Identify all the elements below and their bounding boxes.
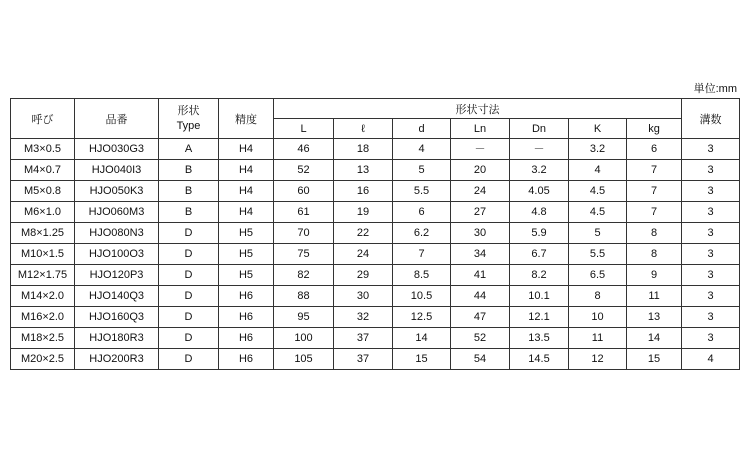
table-row [11, 349, 740, 370]
table-row [11, 160, 740, 181]
table-cell: 5 [393, 160, 451, 181]
header-row [11, 99, 740, 119]
table-cell: 82 [274, 265, 334, 286]
table-cell: 3 [682, 265, 740, 286]
table-cell: 9 [627, 265, 682, 286]
header-dim-K: K [569, 119, 627, 139]
table-cell: 37 [334, 328, 393, 349]
table-cell: 14 [627, 328, 682, 349]
table-cell: H5 [219, 223, 274, 244]
table-cell: 27 [451, 202, 510, 223]
header-dimensions: 形状寸法 [274, 99, 682, 119]
table-cell: 3.2 [510, 160, 569, 181]
table-cell: 15 [393, 349, 451, 370]
table-cell: H6 [219, 307, 274, 328]
header-dim-d: d [393, 119, 451, 139]
header-seido: 精度 [219, 99, 274, 139]
table-cell: 70 [274, 223, 334, 244]
table-cell: M18×2.5 [11, 328, 75, 349]
table-cell: 105 [274, 349, 334, 370]
table-cell: D [159, 244, 219, 265]
table-cell: 14.5 [510, 349, 569, 370]
table-cell: B [159, 160, 219, 181]
table-cell: HJO060M3 [75, 202, 159, 223]
table-cell: 7 [393, 244, 451, 265]
table-cell: 16 [334, 181, 393, 202]
table-cell: M8×1.25 [11, 223, 75, 244]
table-cell: － [451, 139, 510, 160]
table-cell: 12.5 [393, 307, 451, 328]
table-cell: 12.1 [510, 307, 569, 328]
table-cell: 4 [682, 349, 740, 370]
unit-label: 単位:mm [693, 83, 737, 95]
table-cell: H6 [219, 349, 274, 370]
table-cell: 34 [451, 244, 510, 265]
table-cell: 12 [569, 349, 627, 370]
table-cell: M4×0.7 [11, 160, 75, 181]
table-cell: 11 [569, 328, 627, 349]
table-cell: A [159, 139, 219, 160]
table-cell: 100 [274, 328, 334, 349]
table-cell: 7 [627, 181, 682, 202]
table-cell: H6 [219, 286, 274, 307]
header-shape [159, 99, 219, 139]
table-cell: H4 [219, 181, 274, 202]
table-cell: 7 [627, 202, 682, 223]
table-cell: 30 [451, 223, 510, 244]
table-row [11, 223, 740, 244]
table-cell: HJO050K3 [75, 181, 159, 202]
table-row [11, 139, 740, 160]
spec-table [10, 98, 740, 370]
table-cell: 24 [451, 181, 510, 202]
table-cell: M14×2.0 [11, 286, 75, 307]
table-cell: H5 [219, 244, 274, 265]
table-cell: D [159, 307, 219, 328]
table-cell: 6.5 [569, 265, 627, 286]
table-cell: 3 [682, 139, 740, 160]
table-cell: B [159, 181, 219, 202]
table-cell: H6 [219, 328, 274, 349]
table-cell: HJO120P3 [75, 265, 159, 286]
table-cell: 22 [334, 223, 393, 244]
table-cell: － [510, 139, 569, 160]
header-yobi: 呼び [11, 99, 75, 139]
table-cell: 24 [334, 244, 393, 265]
table-cell: 3.2 [569, 139, 627, 160]
table-cell: 4.5 [569, 202, 627, 223]
table-cell: 41 [451, 265, 510, 286]
table-cell: 5.5 [393, 181, 451, 202]
table-cell: 6 [393, 202, 451, 223]
table-cell: D [159, 286, 219, 307]
header-dim-l: ℓ [334, 119, 393, 139]
table-cell: 10 [569, 307, 627, 328]
table-cell: 3 [682, 244, 740, 265]
table-row [11, 307, 740, 328]
table-cell: 61 [274, 202, 334, 223]
table-cell: 20 [451, 160, 510, 181]
table-cell: HJO160Q3 [75, 307, 159, 328]
table-cell: 52 [451, 328, 510, 349]
table-row [11, 286, 740, 307]
table-cell: 29 [334, 265, 393, 286]
table-cell: M16×2.0 [11, 307, 75, 328]
table-cell: M5×0.8 [11, 181, 75, 202]
table-cell: 11 [627, 286, 682, 307]
table-cell: D [159, 223, 219, 244]
table-cell: D [159, 265, 219, 286]
table-cell: 5 [569, 223, 627, 244]
header-hinban: 品番 [75, 99, 159, 139]
table-cell: 19 [334, 202, 393, 223]
table-cell: 8 [627, 223, 682, 244]
table-cell: 6.7 [510, 244, 569, 265]
table-cell: 88 [274, 286, 334, 307]
table-cell: 4.8 [510, 202, 569, 223]
table-row [11, 202, 740, 223]
table-cell: 54 [451, 349, 510, 370]
table-cell: 4 [569, 160, 627, 181]
table-cell: M12×1.75 [11, 265, 75, 286]
table-cell: M10×1.5 [11, 244, 75, 265]
table-cell: H4 [219, 202, 274, 223]
table-row [11, 244, 740, 265]
table-cell: D [159, 349, 219, 370]
table-cell: 5.9 [510, 223, 569, 244]
table-cell: HJO030G3 [75, 139, 159, 160]
table-cell: HJO100O3 [75, 244, 159, 265]
table-cell: 15 [627, 349, 682, 370]
table-cell: HJO040I3 [75, 160, 159, 181]
table-cell: 47 [451, 307, 510, 328]
header-shape-jp: 形状 [177, 104, 200, 117]
table-cell: 13.5 [510, 328, 569, 349]
table-cell: 3 [682, 223, 740, 244]
table-row [11, 328, 740, 349]
table-cell: 14 [393, 328, 451, 349]
table-cell: 3 [682, 160, 740, 181]
header-dim-kg: kg [627, 119, 682, 139]
table-cell: 60 [274, 181, 334, 202]
table-cell: H4 [219, 160, 274, 181]
table-cell: H4 [219, 139, 274, 160]
table-cell: 4.5 [569, 181, 627, 202]
table-cell: 8 [627, 244, 682, 265]
table-cell: 95 [274, 307, 334, 328]
table-cell: 44 [451, 286, 510, 307]
table-cell: 13 [627, 307, 682, 328]
table-cell: 6.2 [393, 223, 451, 244]
table-cell: 7 [627, 160, 682, 181]
table-cell: 5.5 [569, 244, 627, 265]
table-cell: 4.05 [510, 181, 569, 202]
table-cell: 8.2 [510, 265, 569, 286]
table-cell: M20×2.5 [11, 349, 75, 370]
table-cell: 3 [682, 328, 740, 349]
table-cell: B [159, 202, 219, 223]
table-row [11, 265, 740, 286]
header-mizo: 溝数 [682, 99, 740, 139]
table-cell: 3 [682, 307, 740, 328]
table-cell: HJO140Q3 [75, 286, 159, 307]
table-row [11, 181, 740, 202]
table-cell: 3 [682, 202, 740, 223]
table-cell: 37 [334, 349, 393, 370]
table-body [11, 139, 740, 370]
table-cell: 10.5 [393, 286, 451, 307]
table-cell: 8.5 [393, 265, 451, 286]
table-cell: 4 [393, 139, 451, 160]
table-cell: 18 [334, 139, 393, 160]
table-cell: 75 [274, 244, 334, 265]
table-cell: HJO200R3 [75, 349, 159, 370]
table-cell: M3×0.5 [11, 139, 75, 160]
header-dim-Ln: Ln [451, 119, 510, 139]
table-cell: 3 [682, 181, 740, 202]
table-cell: 52 [274, 160, 334, 181]
table-cell: 46 [274, 139, 334, 160]
table-cell: 3 [682, 286, 740, 307]
table-cell: 13 [334, 160, 393, 181]
header-dim-L: L [274, 119, 334, 139]
table-cell: 10.1 [510, 286, 569, 307]
header-dim-Dn: Dn [510, 119, 569, 139]
table-cell: 30 [334, 286, 393, 307]
table-cell: HJO180R3 [75, 328, 159, 349]
table-cell: H5 [219, 265, 274, 286]
table-cell: D [159, 328, 219, 349]
table-cell: 6 [627, 139, 682, 160]
table-cell: 32 [334, 307, 393, 328]
header-shape-en: Type [176, 119, 201, 132]
table-cell: HJO080N3 [75, 223, 159, 244]
table-cell: 8 [569, 286, 627, 307]
table-cell: M6×1.0 [11, 202, 75, 223]
